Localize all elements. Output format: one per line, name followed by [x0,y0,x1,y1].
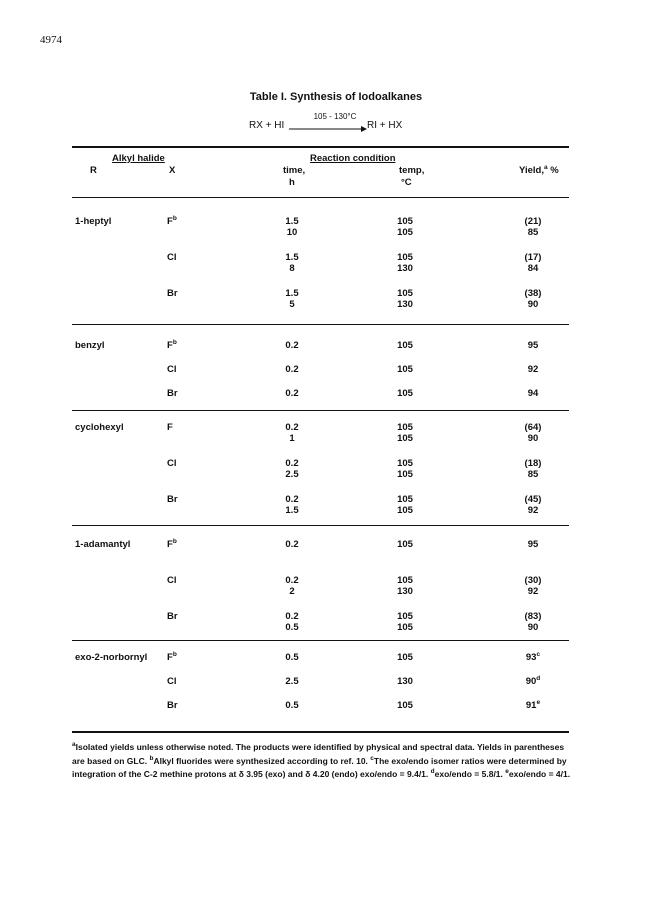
time-value: 2.5 [285,676,299,687]
alkyl-name: 1-heptyl [75,216,112,227]
time-value: 1.5 [285,216,299,227]
group-separator-rule [72,525,569,526]
yield-value: 84 [527,263,539,274]
group-separator-rule [72,324,569,325]
group-separator-rule [72,640,569,641]
temp-value: 105 [397,252,413,263]
time-value: 0.2 [285,575,299,586]
yield-value: 90 [527,622,539,633]
time-value: 0.2 [285,494,299,505]
yield-value: (17) [524,252,542,263]
temp-value: 130 [397,299,413,310]
halide-x: $F^b$ [167,215,177,227]
header-r: R [90,165,97,176]
yield-value: 85 [527,469,539,480]
halide-x: F [167,422,173,433]
time-value: 0.2 [285,388,299,399]
yield-value: (18) [524,458,542,469]
reaction-arrow-icon [289,125,367,133]
footnote-b: $^b$Alkyl fluorides were synthesized according to ref. 10. [149,754,371,766]
temp-value: 105 [397,700,413,711]
yield-value: 95 [527,340,539,351]
time-value: 1.5 [285,252,299,263]
yield-value: 90 [527,433,539,444]
temp-value: 105 [397,575,413,586]
temp-value: 105 [397,469,413,480]
temp-value: 105 [397,364,413,375]
yield-value: 91e [525,699,541,711]
halide-x: $F^b$ [167,339,177,351]
halide-x: Br [167,288,178,299]
halide-x: Cl [167,676,177,687]
header-temp-unit: °C [401,177,412,188]
halide-x: Cl [167,252,177,263]
yield-value: 92 [527,586,539,597]
table-title: Table I. Synthesis of Iodoalkanes [249,91,423,103]
temp-value: 130 [397,263,413,274]
alkyl-name: exo-2-norbornyl [75,652,148,663]
time-value: 0.2 [285,422,299,433]
yield-value: 95 [527,539,539,550]
temp-value: 105 [397,340,413,351]
halide-x: Br [167,611,178,622]
time-value: 0.2 [285,458,299,469]
yield-value: 90 [527,299,539,310]
time-value: 0.5 [285,622,299,633]
time-value: 0.2 [285,340,299,351]
header-temp: temp, [399,165,425,176]
time-value: 0.2 [285,611,299,622]
time-value: 2.5 [285,469,299,480]
temp-value: 105 [397,652,413,663]
temp-value: 105 [397,494,413,505]
time-value: 0.5 [285,700,299,711]
page-number: 4974 [40,34,62,46]
footnotes [72,741,572,782]
equation-reactants: RX + HI [249,120,285,131]
yield-value: (83) [524,611,542,622]
header-yield: Yield,$^a$ % [519,164,559,176]
table-bottom-rule [72,731,569,733]
yield-value: (30) [524,575,542,586]
yield-value: 92 [527,505,539,516]
temp-value: 105 [397,422,413,433]
temp-value: 105 [397,611,413,622]
yield-value: (38) [524,288,542,299]
yield-value: 92 [527,364,539,375]
table-top-rule [72,146,569,148]
temp-value: 105 [397,458,413,469]
header-time: time, [283,165,306,176]
footnote-d: $^d$exo/endo = 5.8/1. [430,768,506,779]
yield-value: 93$^c$ [525,651,541,663]
yield-value: (45) [524,494,542,505]
halide-x: $F^b$ [167,538,177,550]
temp-value: 105 [397,433,413,444]
temp-value: 105 [397,622,413,633]
alkyl-name: benzyl [75,340,105,351]
yield-value: (64) [524,422,542,433]
time-value: 0.5 [285,652,299,663]
footnote-a: $^a$Isolated yields unless otherwise noted. The products were identified by physical and spectral data. Yields in parentheses are based on GLC. [72,741,565,766]
temp-value: 105 [397,227,413,238]
temp-value: 130 [397,586,413,597]
halide-x: Br [167,494,178,505]
yield-value: 90$^d$ [525,675,541,687]
time-value: 0.2 [285,364,299,375]
temp-value: 105 [397,539,413,550]
time-value: 8 [289,263,295,274]
halide-x: $F^b$ [167,651,177,663]
header-bottom-rule [72,197,569,198]
temp-value: 105 [397,388,413,399]
footnote-e: $^e$exo/endo = 4/1. [505,768,571,779]
temp-value: 130 [397,676,413,687]
yield-value: 94 [527,388,539,399]
header-x: X [169,165,176,176]
halide-x: Cl [167,458,177,469]
time-value: 1.5 [285,288,299,299]
header-alkyl-halide: Alkyl halide [112,153,165,164]
alkyl-name: 1-adamantyl [75,539,131,550]
header-time-unit: h [289,177,295,188]
time-value: 2 [289,586,295,597]
time-value: 1 [289,433,295,444]
halide-x: Br [167,700,178,711]
halide-x: Br [167,388,178,399]
time-value: 0.2 [285,539,299,550]
halide-x: Cl [167,364,177,375]
yield-value: (21) [524,216,542,227]
temp-value: 105 [397,288,413,299]
temp-value: 105 [397,216,413,227]
alkyl-name: cyclohexyl [75,422,124,433]
time-value: 10 [286,227,298,238]
temp-value: 105 [397,505,413,516]
time-value: 1.5 [285,505,299,516]
equation-products: RI + HX [367,120,403,131]
yield-value: 85 [527,227,539,238]
group-separator-rule [72,410,569,411]
time-value: 5 [289,299,295,310]
reaction-condition-label: 105 - 130°C [313,112,357,121]
halide-x: Cl [167,575,177,586]
footnote-c: $^c$The exo/endo isomer ratios were determined by integration of the C-2 methine protons at δ 3.95 (exo) and δ 4.20 (endo) exo/endo = 9.4/1. [72,754,567,779]
header-reaction-condition: Reaction condition [310,153,396,164]
